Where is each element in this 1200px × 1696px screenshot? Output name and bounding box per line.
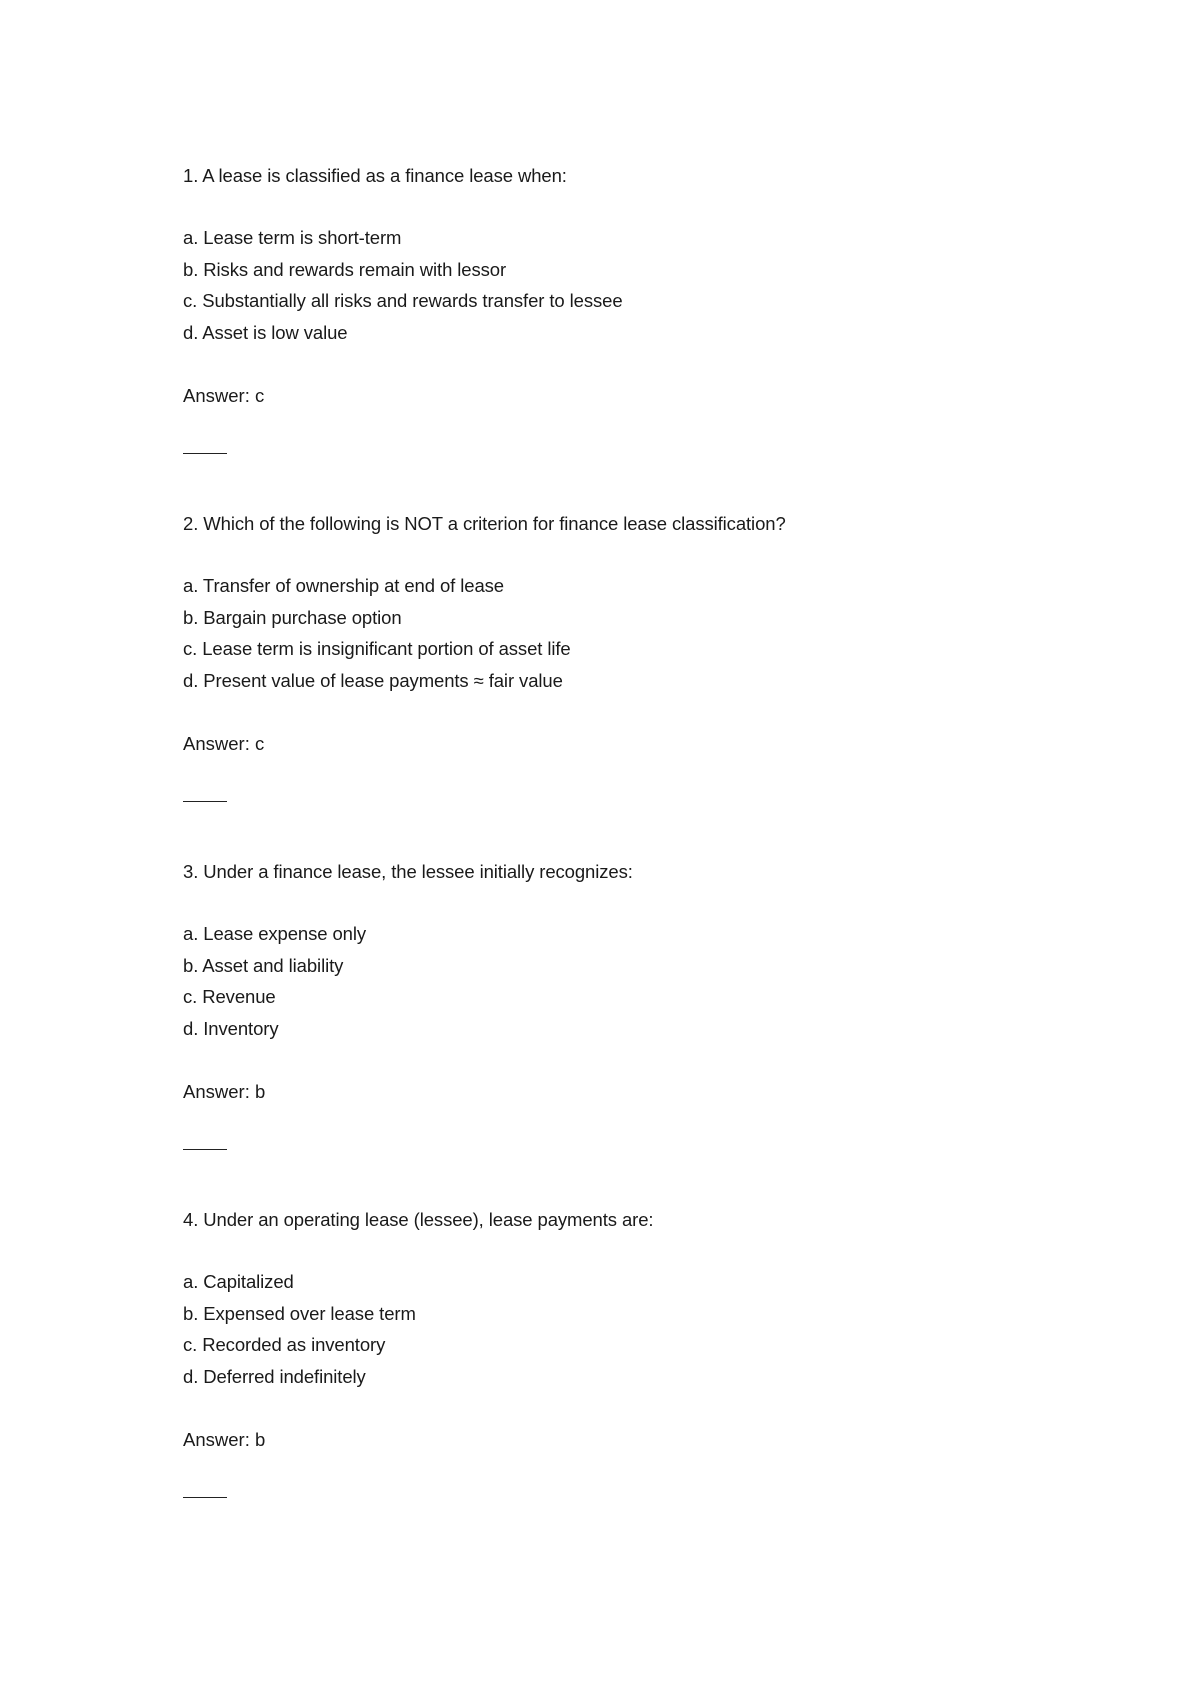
option-d: d. Inventory: [183, 1017, 279, 1039]
option-a: a. Capitalized: [183, 1271, 294, 1292]
option-d: d. Deferred indefinitely: [183, 1365, 366, 1387]
option-b: b. Risks and rewards remain with lessor: [183, 258, 507, 280]
question-block-3: [183, 856, 1083, 1204]
quiz-content: [183, 160, 1083, 1552]
question-text: 3. Under a finance lease, the lessee initially recognizes:: [183, 861, 633, 882]
separator-line: [183, 1497, 227, 1498]
option-a: a. Lease expense only: [183, 923, 367, 944]
question-block-4: [183, 1204, 1083, 1552]
option-b: b. Bargain purchase option: [183, 606, 402, 628]
option-d: d. Present value of lease payments ≈ fair value: [183, 669, 563, 691]
answer-text: Answer: b: [183, 1429, 266, 1450]
separator-line: [183, 453, 227, 454]
separator-line: [183, 801, 227, 802]
option-d: d. Asset is low value: [183, 321, 348, 343]
question-text: 2. Which of the following is NOT a criterion for finance lease classification?: [183, 513, 786, 534]
option-a: a. Lease term is short-term: [183, 227, 402, 248]
separator-line: [183, 1149, 227, 1150]
option-c: c. Recorded as inventory: [183, 1334, 386, 1355]
answer-text: Answer: b: [183, 1081, 266, 1102]
question-text: 4. Under an operating lease (lessee), lease payments are:: [183, 1209, 654, 1230]
question-block-1: [183, 160, 1083, 508]
option-a: a. Transfer of ownership at end of lease: [183, 575, 504, 596]
option-b: b. Expensed over lease term: [183, 1302, 416, 1324]
option-b: b. Asset and liability: [183, 954, 344, 976]
question-text: 1. A lease is classified as a finance lease when:: [183, 165, 567, 186]
answer-text: Answer: c: [183, 733, 265, 754]
option-c: c. Lease term is insignificant portion of asset life: [183, 638, 571, 659]
option-c: c. Revenue: [183, 986, 276, 1007]
question-block-2: [183, 508, 1083, 856]
answer-text: Answer: c: [183, 385, 265, 406]
option-c: c. Substantially all risks and rewards transfer to lessee: [183, 290, 623, 311]
